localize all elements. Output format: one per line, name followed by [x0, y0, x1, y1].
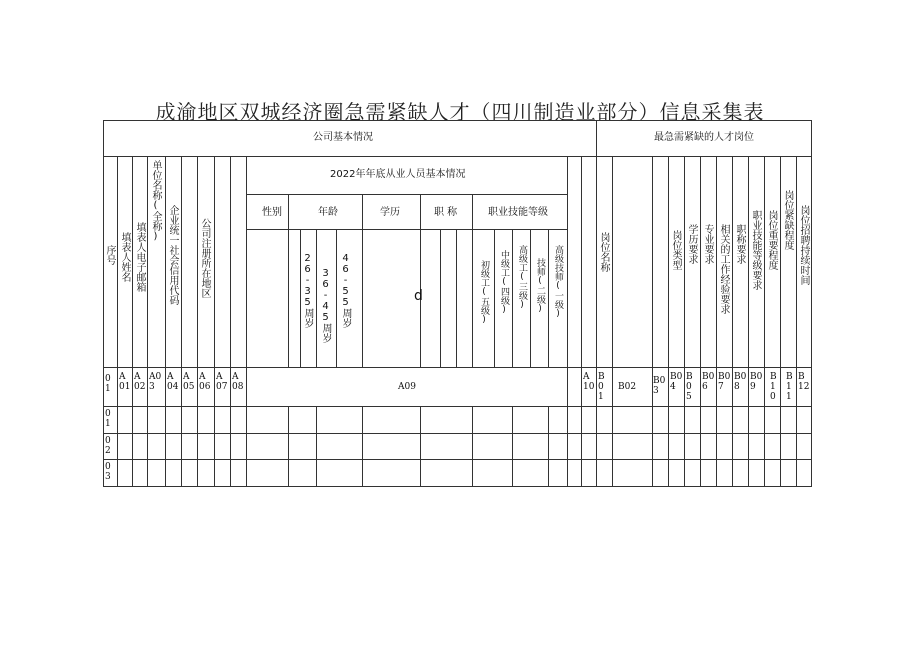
code-b12: B12	[798, 372, 810, 392]
code-a09: A09	[398, 382, 416, 392]
code-b01: B01	[598, 372, 605, 402]
code-b07: B07	[718, 372, 731, 392]
col-age-1: 26-35周岁	[302, 253, 313, 328]
staff-header: 2022年年底从业人员基本情况	[330, 169, 466, 180]
col-post-name: 岗位名称	[598, 232, 609, 272]
header-skill: 职业技能等级	[488, 207, 548, 218]
col-post-type: 岗位类型	[670, 230, 681, 270]
col-title-req: 职称要求	[734, 224, 745, 264]
col-skill-2: 中级工(四级)	[499, 250, 509, 315]
col-skill-1: 初级工(五级)	[479, 260, 489, 325]
col-skill-5: 高级技师(一级)	[553, 245, 563, 319]
code-b02: B02	[618, 382, 637, 392]
col-urgency: 岗位紧缺程度	[782, 190, 793, 250]
col-age-3: 46-55周岁	[340, 253, 351, 328]
code-b06: B06	[702, 372, 715, 392]
code-a07: A07	[216, 372, 228, 392]
code-b03: B03	[653, 376, 666, 396]
col-importance: 岗位重要程度	[766, 210, 777, 270]
header-gender: 性别	[262, 207, 282, 218]
col-company-name: 单位名称(全称)	[150, 160, 161, 242]
code-b08: B08	[734, 372, 747, 392]
code-a06: A06	[199, 372, 211, 392]
code-b09: B09	[750, 372, 763, 392]
code-a10: A10	[583, 372, 595, 392]
code-a08: A08	[232, 372, 244, 392]
code-b10: B10	[770, 372, 777, 402]
code-b05: B05	[686, 372, 693, 402]
col-filler-email: 填表人电子邮箱	[134, 222, 145, 292]
row-number: 01	[105, 409, 111, 429]
col-major-req: 专业要求	[702, 224, 713, 264]
header-age: 年龄	[318, 207, 338, 218]
header-title: 职 称	[434, 207, 458, 218]
col-skill-req: 职业技能等级要求	[750, 210, 761, 290]
code-a04: A04	[167, 372, 179, 392]
row-number: 01	[105, 374, 111, 394]
code-a02: A02	[134, 372, 146, 392]
form-title: 成渝地区双城经济圈急需紧缺人才（四川制造业部分）信息采集表	[155, 100, 765, 124]
section-talent: 最急需紧缺的人才岗位	[654, 132, 754, 143]
code-b11: B11	[786, 372, 793, 402]
col-edu-req: 学历要求	[686, 224, 697, 264]
col-exp-req: 相关的工作经验要求	[718, 224, 729, 314]
col-duration: 岗位招聘持续时间	[798, 205, 809, 285]
col-skill-3: 高级工(三级)	[517, 245, 527, 310]
col-company-region: 公司注册所在地区	[199, 218, 210, 298]
code-a01: A01	[119, 372, 131, 392]
col-filler-name: 填表人姓名	[119, 232, 130, 282]
col-skill-4: 技师(二级)	[535, 258, 545, 314]
code-a05: A05	[183, 372, 195, 392]
col-seq: 序号	[104, 245, 115, 265]
code-b04: B04	[670, 372, 683, 392]
row-number: 03	[105, 462, 111, 482]
col-credit-code: 企业统一社会信用代码	[167, 205, 178, 305]
header-education: 学历	[380, 207, 400, 218]
edu-mark: d	[414, 288, 423, 304]
code-a03: A03	[149, 372, 162, 392]
section-company: 公司基本情况	[313, 132, 373, 143]
row-number: 02	[105, 436, 111, 456]
col-age-2: 36-45周岁	[320, 268, 331, 343]
